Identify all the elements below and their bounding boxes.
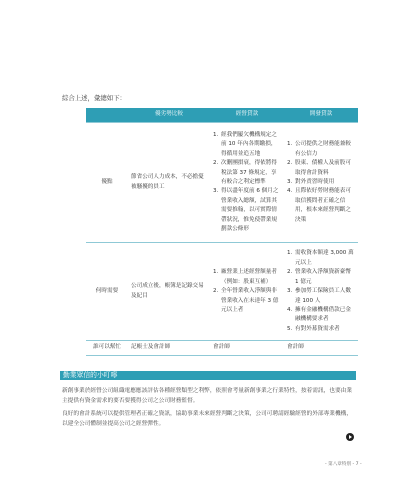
tip-body <box>62 386 354 432</box>
table-row <box>86 123 358 243</box>
numbered-list <box>213 268 281 315</box>
list-item: 4. 且際依好勞財務能表可取信獲問者正確之信用，根本來經營判斷之決策 <box>287 188 351 223</box>
table-cell: 公司成立後，帳簿是記錄交易及紀目 <box>128 243 210 341</box>
comparison-table <box>86 108 358 356</box>
table-cell: 節省公司人力成本，不必擔憂被騷擾的員工 <box>128 123 210 243</box>
numbered-list <box>287 140 355 225</box>
list-item: 4. 擁有金融機構借款已金融機構要求者 <box>287 306 351 323</box>
table-cell: 會計師 <box>284 341 358 356</box>
table-row <box>86 341 358 356</box>
column-header: 開發貸款 <box>284 108 358 123</box>
list-item: 3. 得以盡年度前 6 個月之營業收入總額，試算其需要推翰，以可實際情帶狀況，惟免使帶業規劃款公條形 <box>213 188 279 233</box>
numbered-list <box>287 249 355 334</box>
arrow-right-icon <box>346 433 354 441</box>
tip-paragraph: 良好的會計系統可以提供管理者正確之資訊，協助事業未來經營判斷之決策，公司可聘請經驗經營的外部專業機構，以建全公司體制並提高公司之經營彈性。 <box>62 411 353 427</box>
column-header: 經營貸款 <box>210 108 284 123</box>
list-item: 2. 次刪團損衰，得依將得稅法第 37 條規定，享有較合之利定標準 <box>213 160 277 186</box>
intro-text: 綜合上述，彙總如下： <box>62 94 126 102</box>
table-header-row <box>86 108 358 123</box>
page-number: - 第八章特別 - 7 - <box>325 462 362 467</box>
list-item: 3. 對外責習時使用 <box>287 179 335 186</box>
tip-paragraph: 新創事業於經營公司組織電應應該評估各種經營類型之利弊，依照會考量新創事業之行業特性，按着需訊，也要由業主提供有資金需求的要否要獲得公司之公司財務監督。 <box>62 388 353 404</box>
table-cell: 記帳士及會計師 <box>128 341 210 356</box>
tip-header <box>60 371 356 380</box>
row-label: 誰可以幫忙 <box>86 341 128 356</box>
list-item: 1. 經我們屢欠機構規定之前 10 年內各期繳損，得循用並追五地 <box>213 132 277 157</box>
list-item: 1. 需收資本額達 3,000 萬元以上 <box>287 250 354 266</box>
list-item: 2. 全年營業收入淨額與非營業收入在未達年 3 億元以上者 <box>213 288 279 313</box>
table-cell: 會計師 <box>210 341 284 356</box>
numbered-list <box>213 131 281 234</box>
column-header: 優劣勢比較 <box>128 108 210 123</box>
list-item: 3. 參加勞工保險員工人數達 100 人 <box>287 288 351 304</box>
list-item: 2. 營業收入淨額資新臺幣 1 億元 <box>287 269 351 285</box>
list-item: 2. 股東、債權人及前股可取得會計資料 <box>287 160 351 176</box>
tip-title: 勤業眾信的小叮嚀 <box>63 371 118 379</box>
list-item: 5. 有對外募資需求者 <box>287 325 340 332</box>
list-item: 1. 公司提供之財務能兼較有公信力 <box>287 141 351 157</box>
row-label: 優點 <box>86 123 128 243</box>
table-corner-cell <box>86 108 128 123</box>
row-label: 何時需要 <box>86 243 128 341</box>
list-item: 1. 廠營業上述經營額量者（例如：股東互補） <box>213 269 277 285</box>
table-row <box>86 243 358 341</box>
